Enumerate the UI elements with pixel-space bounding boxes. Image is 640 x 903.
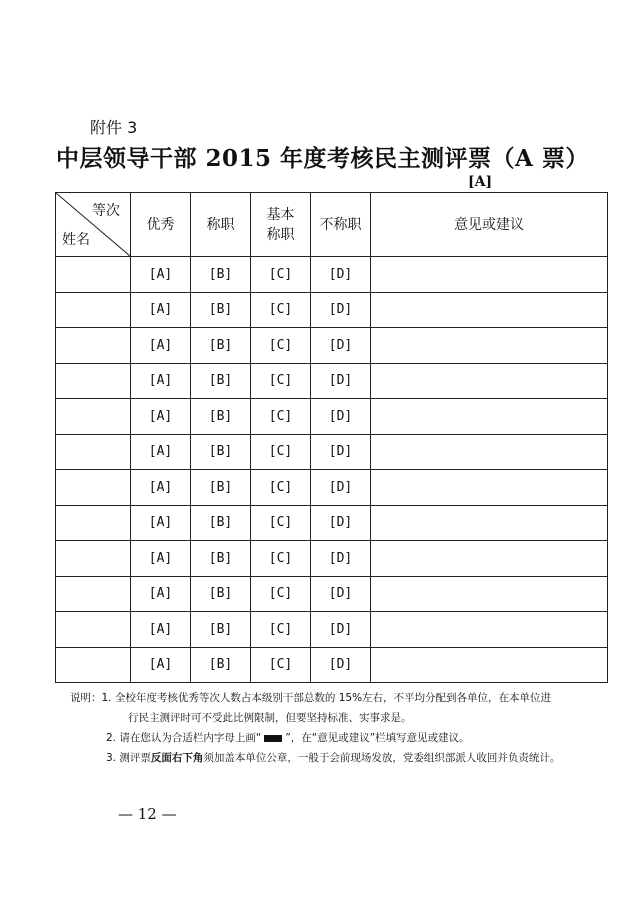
- option-c-basically-competent[interactable]: [C]: [251, 328, 311, 364]
- name-cell[interactable]: [56, 363, 131, 399]
- table-row: [56, 434, 608, 470]
- option-c-basically-competent[interactable]: [C]: [251, 399, 311, 435]
- black-mark-icon: [264, 735, 282, 742]
- name-cell[interactable]: [56, 576, 131, 612]
- table-row: [56, 647, 608, 683]
- note-3-text-after: 须加盖本单位公章，一般于会前现场发放，党委组织部派人收回并负责统计。: [203, 752, 561, 764]
- table-row: [56, 470, 608, 506]
- name-cell[interactable]: [56, 292, 131, 328]
- option-a-excellent[interactable]: [A]: [131, 505, 191, 541]
- note-1-number: 1.: [101, 692, 112, 704]
- option-d-incompetent[interactable]: [D]: [311, 399, 371, 435]
- option-b-competent[interactable]: [B]: [191, 257, 251, 293]
- option-a-excellent[interactable]: [A]: [131, 363, 191, 399]
- option-d-incompetent[interactable]: [D]: [311, 470, 371, 506]
- corner-header-cell: [56, 193, 131, 257]
- option-b-competent[interactable]: [B]: [191, 647, 251, 683]
- option-b-competent[interactable]: [B]: [191, 399, 251, 435]
- opinion-cell[interactable]: [371, 576, 608, 612]
- col-header-opinion: 意见或建议: [371, 193, 608, 257]
- option-c-basically-competent[interactable]: [C]: [251, 470, 311, 506]
- option-a-excellent[interactable]: [A]: [131, 399, 191, 435]
- option-d-incompetent[interactable]: [D]: [311, 257, 371, 293]
- option-b-competent[interactable]: [B]: [191, 328, 251, 364]
- option-b-competent[interactable]: [B]: [191, 612, 251, 648]
- option-c-basically-competent[interactable]: [C]: [251, 647, 311, 683]
- name-cell[interactable]: [56, 434, 131, 470]
- option-c-basically-competent[interactable]: [C]: [251, 434, 311, 470]
- option-d-incompetent[interactable]: [D]: [311, 647, 371, 683]
- name-cell[interactable]: [56, 470, 131, 506]
- option-c-basically-competent[interactable]: [C]: [251, 612, 311, 648]
- col-header-basically-competent: 基本 称职: [251, 193, 311, 257]
- name-cell[interactable]: [56, 647, 131, 683]
- table-row: [56, 292, 608, 328]
- ticket-label: [A]: [468, 174, 493, 190]
- option-b-competent[interactable]: [B]: [191, 576, 251, 612]
- option-a-excellent[interactable]: [A]: [131, 470, 191, 506]
- evaluation-table: [55, 192, 608, 683]
- option-c-basically-competent[interactable]: [C]: [251, 292, 311, 328]
- option-d-incompetent[interactable]: [D]: [311, 292, 371, 328]
- option-b-competent[interactable]: [B]: [191, 505, 251, 541]
- page-title: 中层领导干部 2015 年度考核民主测评票（A 票）: [56, 145, 589, 172]
- option-b-competent[interactable]: [B]: [191, 434, 251, 470]
- table-header-row: [56, 193, 608, 257]
- notes-section: [70, 688, 610, 768]
- note-1-line-2: 行民主测评时可不受此比例限制，但要坚持标准、实事求是。: [128, 712, 412, 724]
- option-c-basically-competent[interactable]: [C]: [251, 363, 311, 399]
- note-1-line-1: 全校年度考核优秀等次人数占本级别干部总数的 15%左右，不平均分配到各单位，在本单位进: [114, 692, 552, 704]
- option-d-incompetent[interactable]: [D]: [311, 541, 371, 577]
- opinion-cell[interactable]: [371, 363, 608, 399]
- col-header-incompetent: 不称职: [311, 193, 371, 257]
- option-b-competent[interactable]: [B]: [191, 541, 251, 577]
- name-cell[interactable]: [56, 257, 131, 293]
- table-row: [56, 576, 608, 612]
- option-d-incompetent[interactable]: [D]: [311, 505, 371, 541]
- page-number: — 12 —: [118, 805, 177, 823]
- name-cell[interactable]: [56, 328, 131, 364]
- opinion-cell[interactable]: [371, 470, 608, 506]
- option-c-basically-competent[interactable]: [C]: [251, 505, 311, 541]
- table-row: [56, 541, 608, 577]
- option-d-incompetent[interactable]: [D]: [311, 612, 371, 648]
- notes-label: 说明：: [70, 692, 102, 704]
- note-2-number: 2.: [106, 732, 117, 744]
- note-3-text-before: 测评票: [119, 752, 151, 764]
- opinion-cell[interactable]: [371, 612, 608, 648]
- option-d-incompetent[interactable]: [D]: [311, 434, 371, 470]
- opinion-cell[interactable]: [371, 399, 608, 435]
- option-a-excellent[interactable]: [A]: [131, 576, 191, 612]
- name-cell[interactable]: [56, 505, 131, 541]
- option-c-basically-competent[interactable]: [C]: [251, 541, 311, 577]
- opinion-cell[interactable]: [371, 505, 608, 541]
- table-row: [56, 363, 608, 399]
- option-a-excellent[interactable]: [A]: [131, 292, 191, 328]
- name-cell[interactable]: [56, 541, 131, 577]
- grade-header-label: 等次: [92, 203, 120, 219]
- option-a-excellent[interactable]: [A]: [131, 647, 191, 683]
- option-a-excellent[interactable]: [A]: [131, 257, 191, 293]
- note-3-bold-text: 反面右下角: [150, 752, 204, 764]
- opinion-cell[interactable]: [371, 647, 608, 683]
- option-a-excellent[interactable]: [A]: [131, 612, 191, 648]
- option-b-competent[interactable]: [B]: [191, 292, 251, 328]
- opinion-cell[interactable]: [371, 328, 608, 364]
- option-b-competent[interactable]: [B]: [191, 363, 251, 399]
- table-row: [56, 257, 608, 293]
- option-d-incompetent[interactable]: [D]: [311, 363, 371, 399]
- col-header-excellent: 优秀: [131, 193, 191, 257]
- opinion-cell[interactable]: [371, 541, 608, 577]
- option-c-basically-competent[interactable]: [C]: [251, 257, 311, 293]
- name-cell[interactable]: [56, 399, 131, 435]
- opinion-cell[interactable]: [371, 257, 608, 293]
- table-row: [56, 328, 608, 364]
- option-d-incompetent[interactable]: [D]: [311, 576, 371, 612]
- option-a-excellent[interactable]: [A]: [131, 328, 191, 364]
- note-2-text-after: ”，在“意见或建议”栏填写意见或建议。: [285, 732, 470, 744]
- note-2-text-before: 请在您认为合适栏内字母上画“: [119, 732, 262, 744]
- option-a-excellent[interactable]: [A]: [131, 434, 191, 470]
- opinion-cell[interactable]: [371, 434, 608, 470]
- table-row: [56, 612, 608, 648]
- opinion-cell[interactable]: [371, 292, 608, 328]
- option-d-incompetent[interactable]: [D]: [311, 328, 371, 364]
- col-header-competent: 称职: [191, 193, 251, 257]
- name-header-label: 姓名: [62, 232, 90, 248]
- option-a-excellent[interactable]: [A]: [131, 541, 191, 577]
- option-b-competent[interactable]: [B]: [191, 470, 251, 506]
- table-row: [56, 399, 608, 435]
- option-c-basically-competent[interactable]: [C]: [251, 576, 311, 612]
- attachment-label: 附件 3: [90, 118, 138, 137]
- table-row: [56, 505, 608, 541]
- name-cell[interactable]: [56, 612, 131, 648]
- note-3-number: 3.: [106, 752, 117, 764]
